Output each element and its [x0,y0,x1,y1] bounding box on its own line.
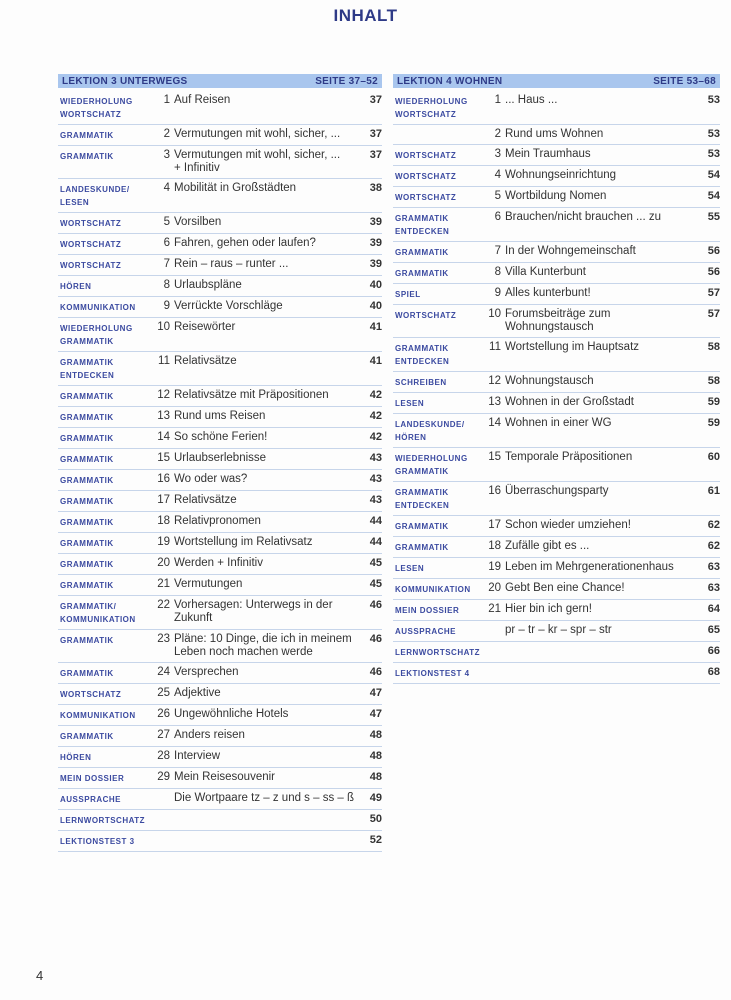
toc-entry [393,284,720,305]
toc-entry [58,747,382,768]
category-label: LESEN [395,399,425,408]
page-ref: 46 [369,599,382,611]
exercise-number: 17 [488,519,501,531]
exercise-title: Anders reisen [174,729,245,741]
page-ref: 66 [707,645,720,657]
toc-entry [58,684,382,705]
toc-entry [393,263,720,284]
toc-entry [393,91,720,125]
toc-entry [393,558,720,579]
lesson-title: LEKTION 4 WOHNEN [397,75,503,87]
category-label: GRAMMATIK ENTDECKEN [60,358,115,380]
toc-entry [58,575,382,596]
exercise-title: Wohnungseinrichtung [505,169,617,181]
category-label: WIEDERHOLUNG GRAMMATIK [60,324,133,346]
exercise-number: 16 [488,485,501,497]
category-label: GRAMMATIK [60,732,114,741]
page-ref: 42 [369,410,382,422]
exercise-title: Schon wieder umziehen! [505,519,631,531]
exercise-title: Reisewörter [174,321,236,333]
exercise-title: Rund ums Reisen [174,410,266,422]
toc-entry [393,166,720,187]
page-number: 4 [36,968,44,983]
page-ref: 46 [369,666,382,678]
category-label: WORTSCHATZ [60,690,122,699]
category-label: AUSSPRACHE [60,795,122,804]
category-label: GRAMMATIK [60,518,114,527]
toc-entry [58,533,382,554]
exercise-number: 5 [163,216,170,228]
page-ref: 56 [707,245,720,257]
page-ref: 41 [369,355,382,367]
exercise-number: 14 [488,417,501,429]
category-label: WIEDERHOLUNG GRAMMATIK [395,454,468,476]
exercise-number: 12 [157,389,170,401]
category-label: LEKTIONSTEST 3 [60,837,135,846]
toc-entry [393,242,720,263]
category-label: LERNWORTSCHATZ [60,816,146,825]
toc-entry [58,768,382,789]
exercise-number: 13 [157,410,170,422]
category-label: GRAMMATIK [60,476,114,485]
page-ref: 63 [707,582,720,594]
toc-entry [393,579,720,600]
toc-entry [393,393,720,414]
exercise-number: 17 [157,494,170,506]
category-label: MEIN DOSSIER [395,606,460,615]
toc-rows [58,91,382,852]
page-ref: 37 [369,128,382,140]
exercise-number: 12 [488,375,501,387]
category-label [393,128,487,129]
exercise-title: So schöne Ferien! [174,431,268,443]
toc-entry [393,372,720,393]
page-ref: 54 [707,169,720,181]
exercise-title: Relativsätze [174,494,237,506]
category-label: GRAMMATIK [60,636,114,645]
page-ref: 68 [707,666,720,678]
category-label: WORTSCHATZ [395,311,457,320]
exercise-number: 9 [494,287,501,299]
exercise-title: Ungewöhnliche Hotels [174,708,289,720]
exercise-number: 4 [494,169,501,181]
page-ref: 48 [369,750,382,762]
page-ref: 61 [707,485,720,497]
page-ref: 40 [369,279,382,291]
category-label: GRAMMATIK [395,269,449,278]
exercise-number: 24 [157,666,170,678]
exercise-title: Leben im Mehrgenerationenhaus [505,561,674,573]
page-ref: 38 [369,182,382,194]
category-label: GRAMMATIK [60,434,114,443]
exercise-title: Wortstellung im Hauptsatz [505,341,640,353]
lesson-3-header [58,74,382,88]
exercise-number: 15 [488,451,501,463]
category-label: WORTSCHATZ [60,261,122,270]
category-label: GRAMMATIK [395,248,449,257]
exercise-number: 9 [163,300,170,312]
category-label: KOMMUNIKATION [395,585,471,594]
page-ref: 48 [369,771,382,783]
page-ref: 44 [369,515,382,527]
exercise-title: Mobilität in Großstädten [174,182,297,194]
exercise-title: Temporale Präpositionen [505,451,633,463]
category-label: GRAMMATIK [60,131,114,140]
exercise-number: 16 [157,473,170,485]
exercise-number: 25 [157,687,170,699]
exercise-number: 21 [488,603,501,615]
exercise-title: Vermutungen mit wohl, sicher, ... + Infinitiv [174,149,341,174]
toc-entry [58,146,382,179]
page-ref: 58 [707,341,720,353]
exercise-title: Die Wortpaare tz – z und s – ss – ß [174,792,355,804]
exercise-title: Wohnen in einer WG [505,417,612,429]
toc-entry [58,663,382,684]
exercise-title: Hier bin ich gern! [505,603,592,615]
exercise-number: 13 [488,396,501,408]
toc-rows [393,91,720,684]
exercise-title: Verrückte Vorschläge [174,300,283,312]
category-label: GRAMMATIK [395,522,449,531]
category-label: LANDESKUNDE/ HÖREN [395,420,465,442]
toc-entry [58,352,382,386]
category-label: GRAMMATIK [60,497,114,506]
category-label: GRAMMATIK [395,543,449,552]
exercise-title: Vorhersagen: Unterwegs in der Zukunft [174,599,333,624]
exercise-title: Adjektive [174,687,221,699]
page-ref: 58 [707,375,720,387]
exercise-number: 18 [488,540,501,552]
toc-entry [58,726,382,747]
lesson-page-range: SEITE 37–52 [315,75,378,87]
category-label: MEIN DOSSIER [60,774,125,783]
exercise-title: Mein Traumhaus [505,148,591,160]
toc-entry [58,470,382,491]
category-label: GRAMMATIK [60,455,114,464]
page-ref: 37 [369,94,382,106]
page-ref: 48 [369,729,382,741]
exercise-title: Wortstellung im Relativsatz [174,536,313,548]
category-label: GRAMMATIK ENTDECKEN [395,214,450,236]
page-ref: 62 [707,540,720,552]
exercise-number: 28 [157,750,170,762]
exercise-number: 5 [494,190,501,202]
page-ref: 43 [369,473,382,485]
exercise-title: Interview [174,750,221,762]
exercise-title: Relativsätze mit Präpositionen [174,389,329,401]
toc-entry [58,234,382,255]
lesson-4-column [393,74,720,684]
exercise-title: Wo oder was? [174,473,248,485]
toc-entry [393,482,720,516]
lesson-page-range: SEITE 53–68 [653,75,716,87]
exercise-number: 2 [163,128,170,140]
page-ref: 37 [369,149,382,161]
category-label: GRAMMATIK ENTDECKEN [395,344,450,366]
exercise-number: 20 [157,557,170,569]
exercise-number: 1 [494,94,501,106]
category-label: KOMMUNIKATION [60,303,136,312]
page-ref: 59 [707,396,720,408]
toc-entry [393,125,720,145]
toc-entry [393,663,720,684]
exercise-number: 14 [157,431,170,443]
toc-entry [58,491,382,512]
page-ref: 49 [369,792,382,804]
category-label: WORTSCHATZ [395,172,457,181]
toc-entry [393,145,720,166]
exercise-title: In der Wohngemeinschaft [505,245,636,257]
toc-entry [58,512,382,533]
toc-entry [58,125,382,146]
toc-entry [58,255,382,276]
toc-entry [58,789,382,810]
exercise-title: Versprechen [174,666,239,678]
category-label: SPIEL [395,290,421,299]
toc-entry [393,537,720,558]
category-label: WORTSCHATZ [395,151,457,160]
exercise-number: 4 [163,182,170,194]
page-ref: 54 [707,190,720,202]
exercise-number: 22 [157,599,170,611]
page-ref: 59 [707,417,720,429]
exercise-number: 27 [157,729,170,741]
toc-entry [58,810,382,831]
exercise-number: 3 [494,148,501,160]
page-ref: 47 [369,708,382,720]
exercise-title: Zufälle gibt es ... [505,540,590,552]
category-label: GRAMMATIK/ KOMMUNIKATION [60,602,136,624]
exercise-number: 7 [163,258,170,270]
page-ref: 42 [369,431,382,443]
exercise-number: 6 [494,211,501,223]
toc-entry [58,705,382,726]
exercise-number: 6 [163,237,170,249]
category-label: LANDESKUNDE/ LESEN [60,185,130,207]
exercise-title: Vermutungen mit wohl, sicher, ... [174,128,341,140]
page-ref: 52 [369,834,382,846]
exercise-title: Brauchen/nicht brauchen ... zu [505,211,661,223]
exercise-title: Wohnen in der Großstadt [505,396,634,408]
exercise-number: 10 [157,321,170,333]
exercise-number: 11 [158,355,170,367]
toc-entry [393,621,720,642]
page-ref: 44 [369,536,382,548]
page-ref: 40 [369,300,382,312]
toc-entry [58,630,382,663]
toc-entry [393,448,720,482]
toc-entry [58,318,382,352]
toc-entry [58,428,382,449]
category-label: KOMMUNIKATION [60,711,136,720]
page-ref: 56 [707,266,720,278]
exercise-number: 21 [157,578,170,590]
exercise-title: Vorsilben [174,216,222,228]
page-ref: 50 [369,813,382,825]
page-ref: 53 [707,94,720,106]
exercise-number: 11 [489,341,501,353]
exercise-number: 29 [157,771,170,783]
page-ref: 60 [707,451,720,463]
page-ref: 53 [707,148,720,160]
toc-entry [393,414,720,448]
toc-entry [58,554,382,575]
exercise-title: Relativsätze [174,355,237,367]
exercise-title: Alles kunterbunt! [505,287,591,299]
exercise-number: 20 [488,582,501,594]
toc-entry [393,208,720,242]
toc-entry [58,179,382,213]
category-label: GRAMMATIK [60,413,114,422]
exercise-number: 7 [494,245,501,257]
toc-entry [393,600,720,621]
exercise-title: Fahren, gehen oder laufen? [174,237,316,249]
page-ref: 47 [369,687,382,699]
category-label: GRAMMATIK [60,669,114,678]
category-label: WORTSCHATZ [395,193,457,202]
page-title: INHALT [333,6,398,25]
page-ref: 55 [707,211,720,223]
toc-entry [58,831,382,852]
page-ref: 41 [369,321,382,333]
category-label: WIEDERHOLUNG WORTSCHATZ [395,97,468,119]
exercise-number: 8 [494,266,501,278]
exercise-title: Gebt Ben eine Chance! [505,582,625,594]
exercise-number: 19 [157,536,170,548]
category-label: LERNWORTSCHATZ [395,648,481,657]
category-label: GRAMMATIK [60,392,114,401]
category-label: HÖREN [60,282,92,291]
category-label: AUSSPRACHE [395,627,457,636]
toc-entry [393,187,720,208]
toc-entry [58,596,382,630]
toc-entry [58,276,382,297]
exercise-number: 26 [157,708,170,720]
exercise-title: Wohnungstausch [505,375,594,387]
category-label: GRAMMATIK ENTDECKEN [395,488,450,510]
page-ref: 39 [369,237,382,249]
exercise-title: Wortbildung Nomen [505,190,607,202]
exercise-number: 2 [494,128,501,140]
exercise-number: 19 [488,561,501,573]
lesson-3-column [58,74,382,852]
category-label: GRAMMATIK [60,152,114,161]
exercise-title: Rund ums Wohnen [505,128,604,140]
page-ref: 53 [707,128,720,140]
page-ref: 65 [707,624,720,636]
exercise-title: Überraschungsparty [505,485,609,497]
category-label: WORTSCHATZ [60,219,122,228]
exercise-number: 18 [157,515,170,527]
toc-entry [393,305,720,338]
exercise-number: 10 [488,308,501,320]
exercise-number: 23 [157,633,170,645]
page-ref: 57 [707,287,720,299]
exercise-title: Auf Reisen [174,94,231,106]
category-label: GRAMMATIK [60,581,114,590]
page-ref: 46 [369,633,382,645]
exercise-title: Rein – raus – runter ... [174,258,289,270]
toc-entry [58,297,382,318]
exercise-title: Urlaubserlebnisse [174,452,267,464]
category-label: SCHREIBEN [395,378,447,387]
page-ref: 42 [369,389,382,401]
exercise-number: 15 [157,452,170,464]
toc-entry [58,386,382,407]
toc-entry [58,407,382,428]
toc-entry [58,213,382,234]
lesson-title: LEKTION 3 UNTERWEGS [62,75,188,87]
exercise-title: Villa Kunterbunt [505,266,586,278]
page-ref: 43 [369,452,382,464]
exercise-title: Mein Reisesouvenir [174,771,275,783]
exercise-title: Urlaubspläne [174,279,242,291]
toc-entry [58,449,382,470]
exercise-title: Vermutungen [174,578,243,590]
category-label: WORTSCHATZ [60,240,122,249]
category-label: GRAMMATIK [60,560,114,569]
page-ref: 45 [369,557,382,569]
exercise-title: Forumsbeiträge zum Wohnungstausch [505,308,611,333]
lesson-4-header [393,74,720,88]
exercise-title: Pläne: 10 Dinge, die ich in meinem Leben noch machen werde [174,633,352,658]
category-label: LEKTIONSTEST 4 [395,669,470,678]
toc-entry [393,516,720,537]
page-ref: 43 [369,494,382,506]
exercise-number: 1 [163,94,170,106]
page-ref: 63 [707,561,720,573]
page-ref: 45 [369,578,382,590]
page-ref: 39 [369,216,382,228]
toc-entry [58,91,382,125]
exercise-number: 8 [163,279,170,291]
page-ref: 64 [707,603,720,615]
exercise-number: 3 [163,149,170,161]
exercise-title: Relativpronomen [174,515,261,527]
exercise-title: ... Haus ... [505,94,558,106]
exercise-title: Werden + Infinitiv [174,557,263,569]
category-label: HÖREN [60,753,92,762]
exercise-title: pr – tr – kr – spr – str [505,624,612,636]
toc-entry [393,338,720,372]
toc-entry [393,642,720,663]
page-ref: 62 [707,519,720,531]
page-ref: 57 [707,308,720,320]
category-label: LESEN [395,564,425,573]
category-label: WIEDERHOLUNG WORTSCHATZ [60,97,133,119]
category-label: GRAMMATIK [60,539,114,548]
page-ref: 39 [369,258,382,270]
